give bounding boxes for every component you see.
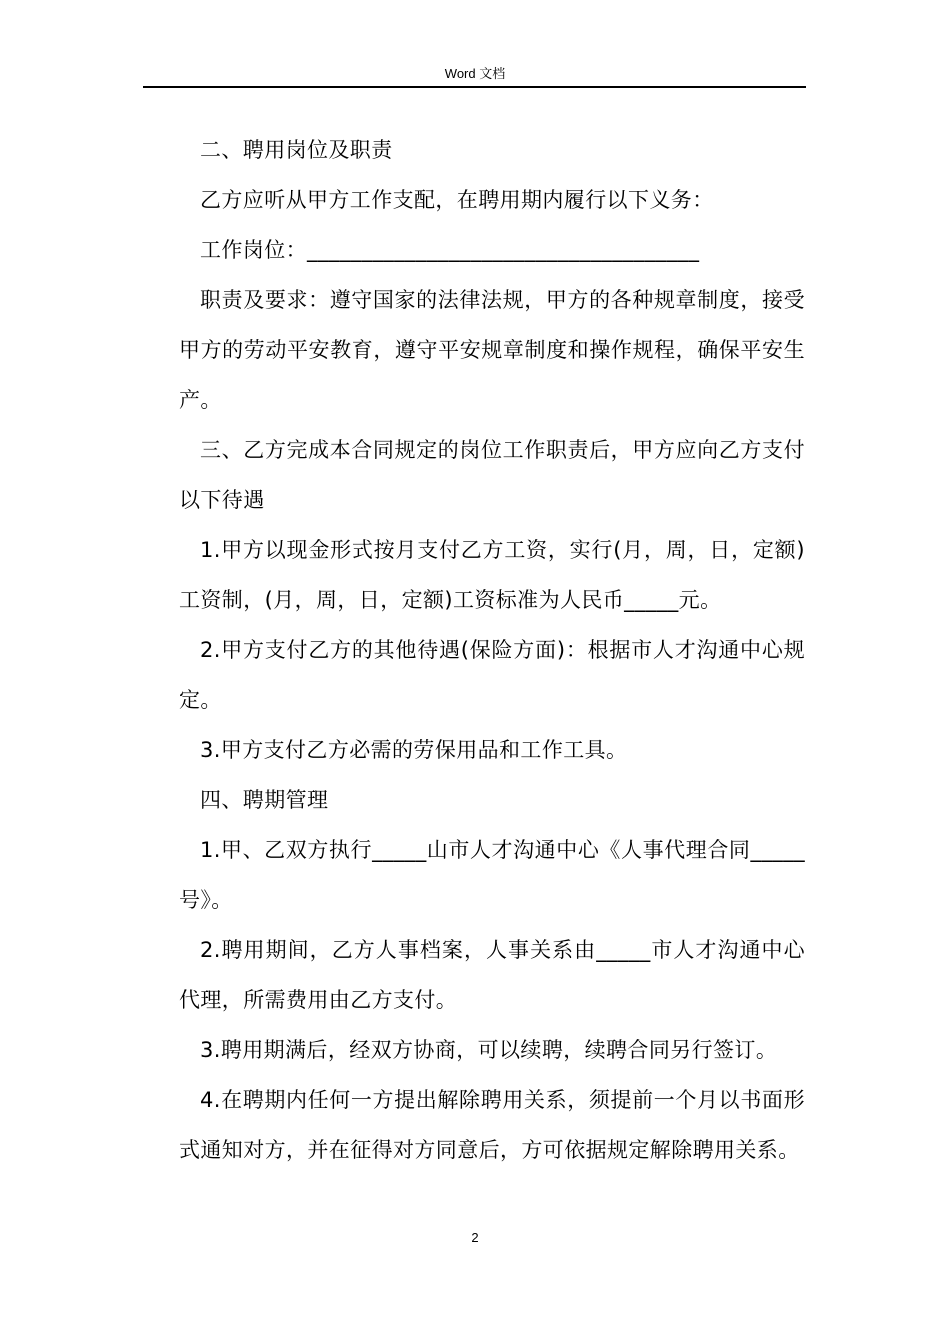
paragraph-management-2: 2.聘用期间，乙方人事档案，人事关系由_____市人才沟通中心代理，所需费用由乙方支付。	[179, 938, 805, 1012]
paragraph-management-4: 4.在聘期内任何一方提出解除聘用关系，须提前一个月以书面形式通知对方，并在征得对方同意后，方可依据规定解除聘用关系。	[179, 1088, 805, 1162]
paragraph-benefit-1: 1.甲方以现金形式按月支付乙方工资，实行(月，周，日，定额)工资制，(月，周，日，定额)工资标准为人民币_____元。	[179, 538, 805, 612]
paragraph-management-3: 3.聘用期满后，经双方协商，可以续聘，续聘合同另行签订。	[200, 1038, 778, 1062]
paragraph-benefit-3: 3.甲方支付乙方必需的劳保用品和工作工具。	[200, 738, 628, 762]
paragraph-job-position: 工作岗位：____________________________________	[200, 238, 700, 262]
paragraph-benefit-2: 2.甲方支付乙方的其他待遇(保险方面)：根据市人才沟通中心规定。	[179, 638, 805, 712]
page-number: 2	[471, 1230, 479, 1245]
paragraph-obligations-intro: 乙方应听从甲方工作支配，在聘用期内履行以下义务：	[200, 188, 714, 212]
header-divider	[143, 86, 806, 88]
section-heading-positions: 二、聘用岗位及职责	[200, 138, 393, 162]
section-heading-benefits: 三、乙方完成本合同规定的岗位工作职责后，甲方应向乙方支付以下待遇	[179, 438, 805, 512]
paragraph-management-1: 1.甲、乙双方执行_____山市人才沟通中心《人事代理合同_____号》。	[179, 838, 805, 912]
section-heading-management: 四、聘期管理	[200, 788, 329, 812]
document-body	[179, 125, 805, 1175]
paragraph-duties: 职责及要求：遵守国家的法律法规，甲方的各种规章制度，接受甲方的劳动平安教育，遵守平安规章制度和操作规程，确保平安生产。	[179, 288, 805, 412]
page-header-title: Word 文档	[444, 66, 506, 81]
